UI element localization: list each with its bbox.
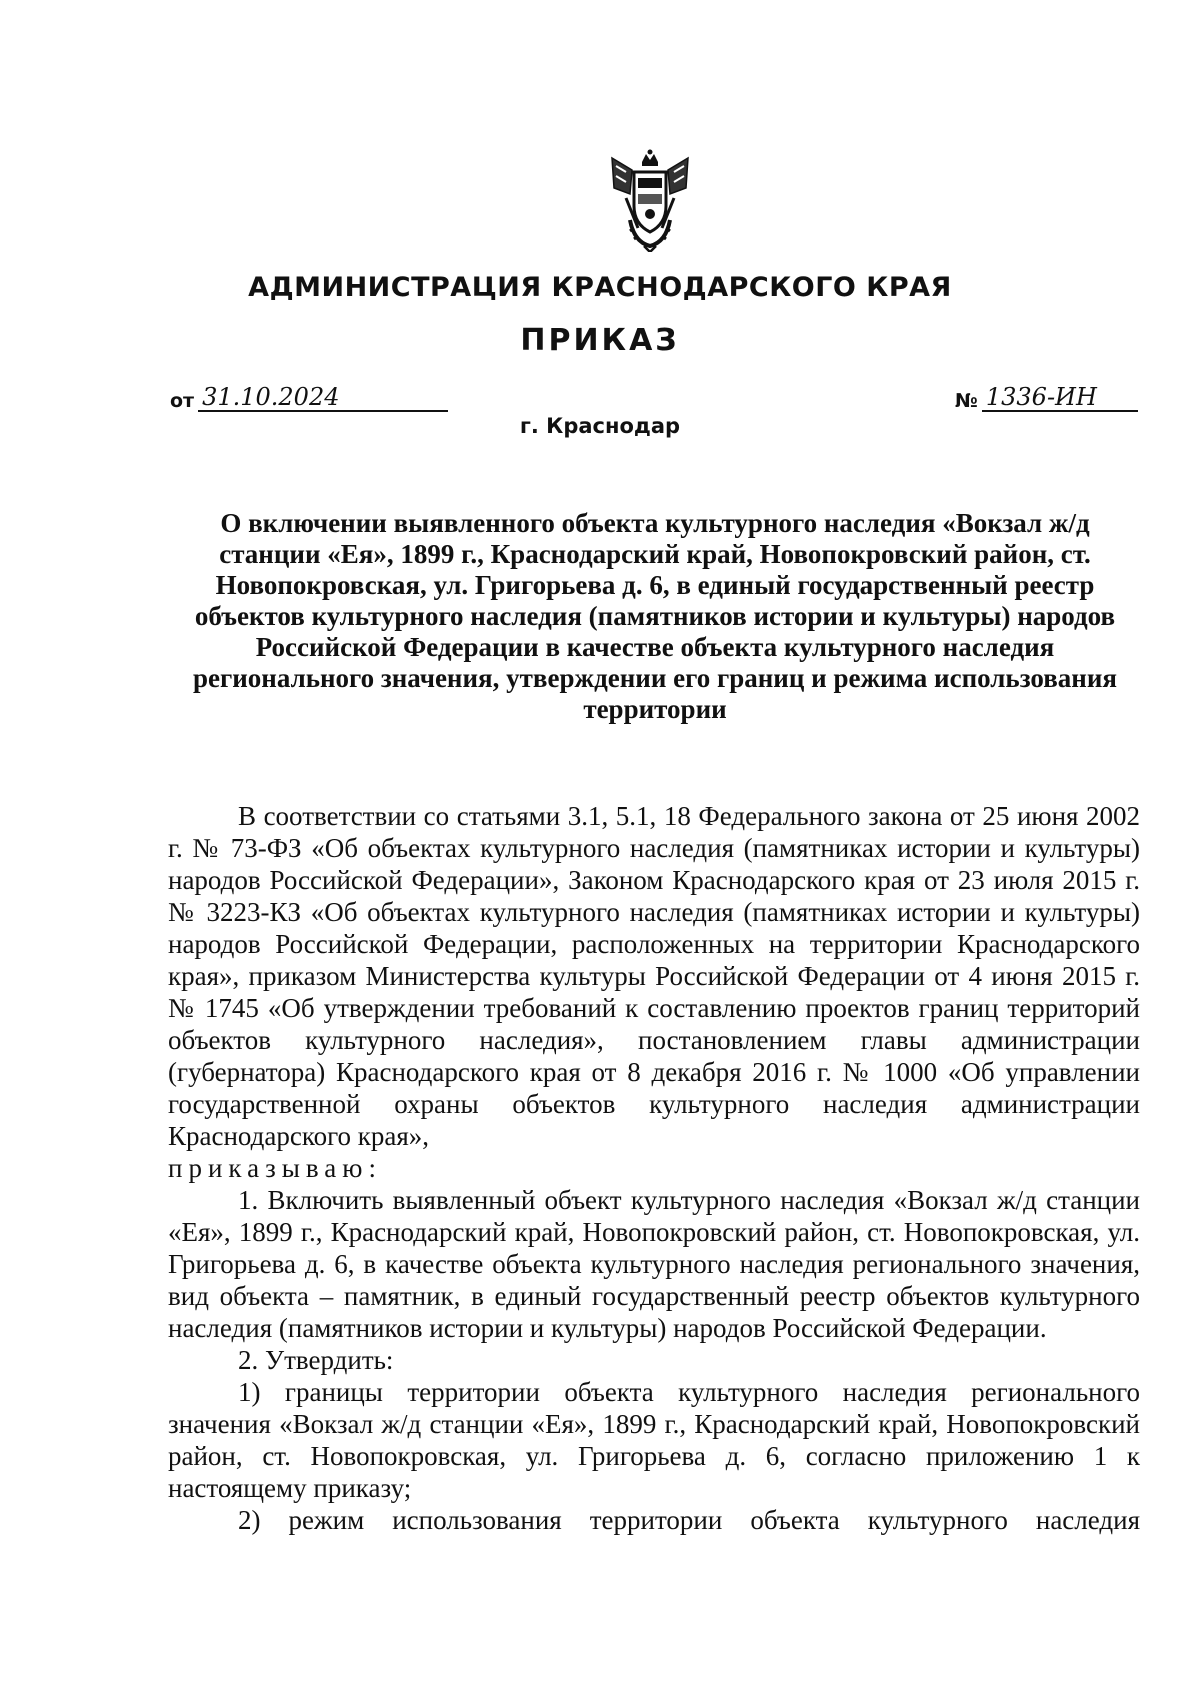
preamble-paragraph: В соответствии со статьями 3.1, 5.1, 18 Федерального закона от 25 июня 2002 г. № 73-ФЗ «Об объектах культурного наследия (памятниках истории и культуры) народов Российской Федерации», Законом Краснодарского края от 23 июля 2015 г. № 3223-КЗ «Об объектах культурного наследия (памятниках истории и культуры) народов Российской Федерации, расположенных на территории Краснодарского края», приказом Министерства культуры Российской Федерации от 4 июня 2015 г. № 1745 «Об утверждении требований к составлению проектов границ территорий объектов культурного наследия», постановлением главы администрации (губернатора) Краснодарского края от 8 декабря 2016 г. № 1000 «Об управлении государственной охраны объектов культурного наследия администрации Краснодарского края», bbox=[168, 801, 1140, 1151]
document-date bbox=[170, 384, 448, 412]
coat-of-arms-icon bbox=[608, 148, 692, 252]
item-2: 2. Утвердить: bbox=[238, 1345, 394, 1375]
order-word: приказываю: bbox=[168, 1153, 382, 1183]
document-number bbox=[955, 384, 1138, 412]
document-type: ПРИКАЗ bbox=[520, 323, 680, 358]
organization-name: АДМИНИСТРАЦИЯ КРАСНОДАРСКОГО КРАЯ bbox=[248, 272, 952, 303]
item-1: 1. Включить выявленный объект культурного наследия «Вокзал ж/д станции «Ея», 1899 г., Краснодарский край, Новопокровский район, ст. Новопокровская, ул. Григорьева д. 6, в качестве объекта культурного наследия регионального значения, вид объекта – памятник, в единый государственный реестр объектов культурного наследия (памятников истории и культуры) народов Российской Федерации. bbox=[168, 1185, 1140, 1343]
date-value: 31.10.2024 bbox=[198, 384, 448, 412]
city: г. Краснодар bbox=[519, 414, 681, 438]
number-label: № bbox=[955, 390, 978, 412]
number-value: 1336-ИН bbox=[982, 384, 1138, 412]
item-2-2: 2) режим использования территории объекта культурного наследия bbox=[238, 1505, 1140, 1535]
document-body bbox=[168, 800, 1140, 1536]
document-subject: О включении выявленного объекта культурного наследия «Вокзал ж/д станции «Ея», 1899 г., Краснодарский край, Новопокровский район, ст. Новопокровская, ул. Григорьева д. 6, в единый государственный реестр объектов культурного наследия (памятников истории и культуры) народов Российской Федерации в качестве объекта культурного наследия регионального значения, утверждении его границ и режима использования территории bbox=[192, 508, 1118, 724]
item-2-1: 1) границы территории объекта культурного наследия регионального значения «Вокзал ж/д станции «Ея», 1899 г., Краснодарский край, Новопокровский район, ст. Новопокровская, ул. Григорьева д. 6, согласно приложению 1 к настоящему приказу; bbox=[168, 1377, 1140, 1503]
date-label: от bbox=[170, 390, 195, 412]
